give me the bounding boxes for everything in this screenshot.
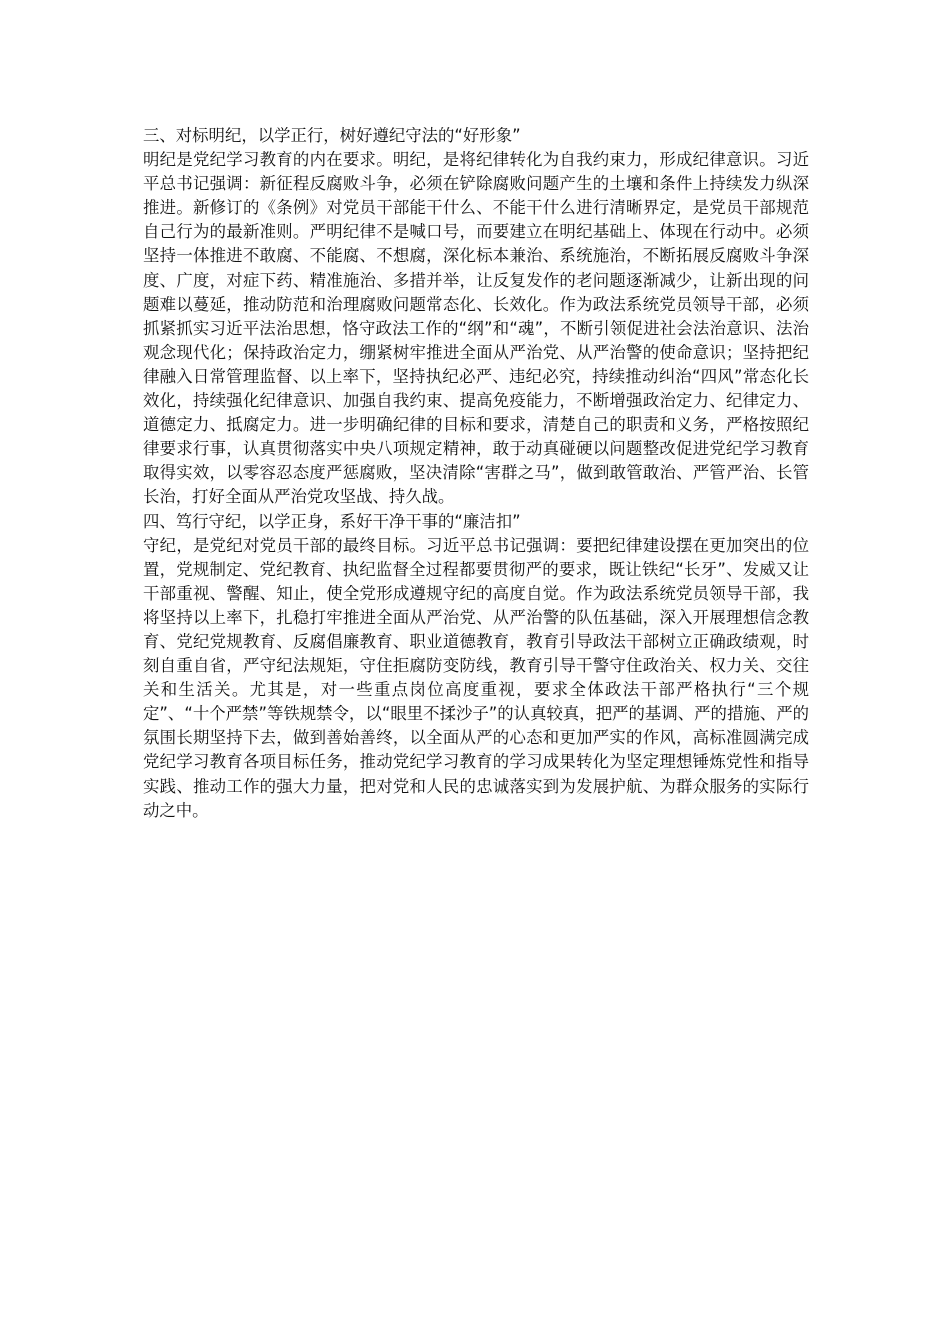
section-heading-4: 四、笃行守纪，以学正身，系好干净干事的“廉洁扣” <box>143 511 521 531</box>
document-page <box>143 124 809 823</box>
section-heading-3: 三、对标明纪，以学正行，树好遵纪守法的“好形象” <box>143 126 521 145</box>
section-body-4: 守纪，是党纪对党员干部的最终目标。习近平总书记强调：要把纪律建设摆在更加突出的位置，党规制定、党纪教育、执纪监督全过程都要贯彻严的要求，既让铁纪“长牙”、发威又让干部重视、警醒、知止，使全党形成遵规守纪的高度自觉。作为政法系统党员领导干部，我将坚持以上率下，扎稳打牢推进全面从严治党、从严治警的队伍基础，深入开展理想信念教育、党纪党规教育、反腐倡廉教育、职业道德教育，教育引导政法干部树立正确政绩观，时刻自重自省，严守纪法规矩，守住拒腐防变防线，教育引导干警守住政治关、权力关、交往关和生活关。尤其是，对一些重点岗位高度重视，要求全体政法干部严格执行“三个规定”、“十个严禁”等铁规禁令，以“眼里不揉沙子”的认真较真，把严的基调、严的措施、严的氛围长期坚持下去，做到善始善终，以全面从严的心态和更加严实的作风，高标准圆满完成党纪学习教育各项目标任务，推动党纪学习教育的学习成果转化为坚定理想锤炼党性和指导实践、推动工作的强大力量，把对党和人民的忠诚落实到为发展护航、为群众服务的实际行动之中。 <box>143 535 809 820</box>
section-body-3: 明纪是党纪学习教育的内在要求。明纪，是将纪律转化为自我约束力，形成纪律意识。习近平总书记强调：新征程反腐败斗争，必须在铲除腐败问题产生的土壤和条件上持续发力纵深推进。新修订的《条例》对党员干部能干什么、不能干什么进行清晰界定，是党员干部规范自己行为的最新准则。严明纪律不是喊口号，而要建立在明纪基础上、体现在行动中。必须坚持一体推进不敢腐、不能腐、不想腐，深化标本兼治、系统施治，不断拓展反腐败斗争深度、广度，对症下药、精准施治、多措并举，让反复发作的老问题逐渐减少，让新出现的问题难以蔓延，推动防范和治理腐败问题常态化、长效化。作为政法系统党员领导干部，必须抓紧抓实习近平法治思想，恪守政法工作的“纲”和“魂”，不断引领促进社会法治意识、法治观念现代化；保持政治定力，绷紧树牢推进全面从严治党、从严治警的使命意识；坚持把纪律融入日常管理监督、以上率下，坚持执纪必严、违纪必究，持续推动纠治“四风”常态化长效化，持续强化纪律意识、加强自我约束、提高免疫能力，不断增强政治定力、纪律定力、道德定力、抵腐定力。进一步明确纪律的目标和要求，清楚自己的职责和义务，严格按照纪律要求行事，认真贯彻落实中央八项规定精神，敢于动真碰硬以问题整改促进党纪学习教育取得实效，以零容忍态度严惩腐败，坚决清除“害群之马”，做到敢管敢治、严管严治、长管长治，打好全面从严治党攻坚战、持久战。 <box>143 150 809 507</box>
